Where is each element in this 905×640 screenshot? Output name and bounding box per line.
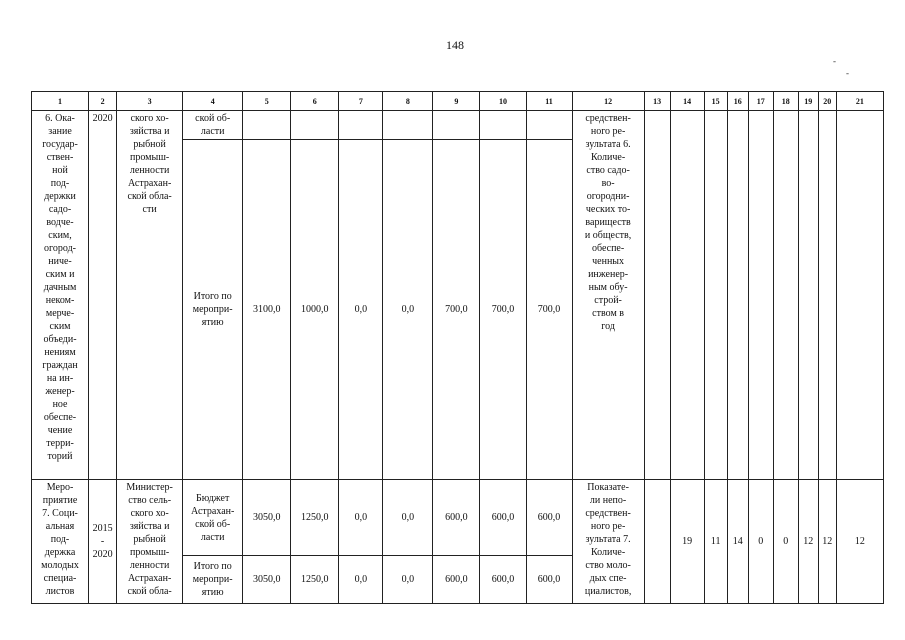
executor: Министер- ство сель- ского хо- зяйства и рыбной промыш- ленности Астрахан- ской обла- <box>126 482 173 597</box>
value-cell <box>836 111 883 480</box>
value-cell: 700,0 <box>480 140 526 480</box>
value-cell: 700,0 <box>433 140 480 480</box>
value-cell: 3050,0 <box>243 480 291 556</box>
table-row <box>32 111 884 140</box>
period-cell <box>89 480 117 604</box>
header-row <box>32 92 884 111</box>
value-cell: 12 <box>798 480 818 604</box>
indicator-cell <box>572 480 644 604</box>
funding-source-cell <box>183 480 243 556</box>
value-cell: 19 <box>670 480 704 604</box>
col-header: 10 <box>480 92 526 111</box>
value-cell: 0,0 <box>383 480 433 556</box>
indicator-text: Показате- ли непо- средствен- ного ре- зультата 7. Количе- ство моло- дых спе- циалистов, <box>584 482 632 597</box>
value-cell: 1000,0 <box>291 140 339 480</box>
value-cell: 0,0 <box>339 556 383 604</box>
col-header: 3 <box>117 92 183 111</box>
funding-source: Итого по меропри- ятию <box>192 561 233 598</box>
value-cell <box>798 111 818 480</box>
funding-source: Бюджет Астрахан- ской об- ласти <box>191 492 235 543</box>
value-cell: 0,0 <box>383 140 433 480</box>
value-cell <box>644 111 670 480</box>
value-cell: 11 <box>704 480 727 604</box>
value-cell <box>383 111 433 140</box>
col-header: 15 <box>704 92 727 111</box>
value-cell: 700,0 <box>526 140 572 480</box>
funding-source-cell <box>183 556 243 604</box>
col-header: 9 <box>433 92 480 111</box>
value-cell <box>818 111 836 480</box>
value-cell: 3050,0 <box>243 556 291 604</box>
value-cell: 600,0 <box>433 480 480 556</box>
page-number: 148 <box>446 38 464 52</box>
col-header: 2 <box>89 92 117 111</box>
value-cell <box>644 480 670 604</box>
value-cell <box>773 111 798 480</box>
scan-mark: - <box>833 56 836 66</box>
value-cell: 12 <box>836 480 883 604</box>
value-cell: 12 <box>818 480 836 604</box>
indicator-text: средствен- ного ре- зультата 6. Количе- ство садо- во- огородни- ческих то- вариществ и обществ, обеспе- ченных инженер- ным обу- строй- ством в год <box>584 113 632 332</box>
value-cell <box>243 111 291 140</box>
program-table <box>31 91 884 604</box>
value-cell: 0,0 <box>339 140 383 480</box>
executor-cell <box>117 480 183 604</box>
period: 2020 <box>92 113 113 124</box>
value-cell: 600,0 <box>526 480 572 556</box>
col-header: 7 <box>339 92 383 111</box>
measure-name: Меро- приятие 7. Соци- альная под- держка молодых специа- листов <box>41 482 79 597</box>
value-cell <box>704 111 727 480</box>
col-header: 5 <box>243 92 291 111</box>
col-header: 18 <box>773 92 798 111</box>
funding-source-cell <box>183 140 243 480</box>
value-cell <box>748 111 773 480</box>
funding-source-cell <box>183 111 243 140</box>
executor: ского хо- зяйства и рыбной промыш- ленности Астрахан- ской обла- сти <box>127 113 172 215</box>
funding-source: ской об- ласти <box>195 113 231 137</box>
value-cell <box>526 111 572 140</box>
value-cell: 1250,0 <box>291 556 339 604</box>
value-cell: 0,0 <box>339 480 383 556</box>
measure-name-cell <box>32 111 89 480</box>
measure-name-cell <box>32 480 89 604</box>
value-cell <box>480 111 526 140</box>
col-header: 14 <box>670 92 704 111</box>
value-cell <box>291 111 339 140</box>
value-cell: 1250,0 <box>291 480 339 556</box>
indicator-cell <box>572 111 644 480</box>
col-header: 20 <box>818 92 836 111</box>
value-cell: 0 <box>748 480 773 604</box>
funding-source: Итого по меропри- ятию <box>192 291 233 328</box>
value-cell: 600,0 <box>526 556 572 604</box>
value-cell: 0,0 <box>383 556 433 604</box>
value-cell <box>727 111 748 480</box>
value-cell: 3100,0 <box>243 140 291 480</box>
value-cell: 600,0 <box>480 480 526 556</box>
col-header: 11 <box>526 92 572 111</box>
measure-name: 6. Ока- зание государ- ствен- ной под- держки садо- водче- ским, огород- ниче- ским и дачным неком- мерче- ским объеди- нениям граждан на ин- женер- ное обеспе- чение терри- торий <box>42 113 78 462</box>
col-header: 4 <box>183 92 243 111</box>
period: 2015 - 2020 <box>92 523 113 560</box>
col-header: 8 <box>383 92 433 111</box>
executor-cell <box>117 111 183 480</box>
col-header: 19 <box>798 92 818 111</box>
col-header: 6 <box>291 92 339 111</box>
value-cell: 14 <box>727 480 748 604</box>
col-header: 1 <box>32 92 89 111</box>
value-cell: 600,0 <box>480 556 526 604</box>
col-header: 17 <box>748 92 773 111</box>
col-header: 12 <box>572 92 644 111</box>
value-cell <box>433 111 480 140</box>
col-header: 16 <box>727 92 748 111</box>
value-cell <box>670 111 704 480</box>
period-cell <box>89 111 117 480</box>
col-header: 13 <box>644 92 670 111</box>
value-cell: 600,0 <box>433 556 480 604</box>
value-cell: 0 <box>773 480 798 604</box>
value-cell <box>339 111 383 140</box>
col-header: 21 <box>836 92 883 111</box>
scan-mark: - <box>846 68 849 78</box>
table-row <box>32 480 884 556</box>
